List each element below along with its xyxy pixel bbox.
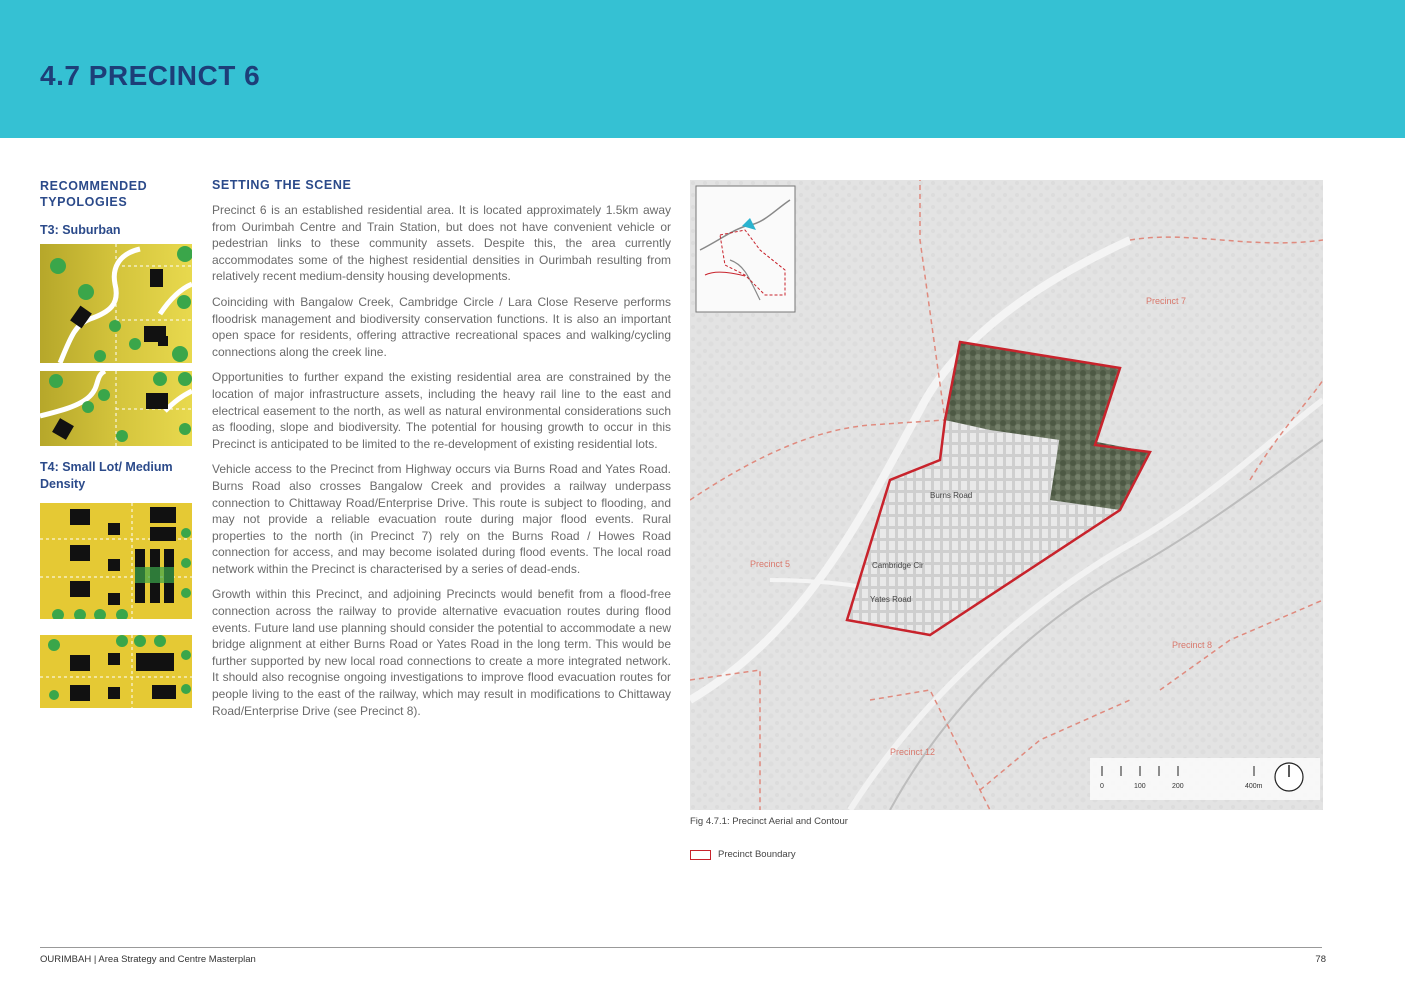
paragraph: Vehicle access to the Precinct from Highway occurs via Burns Road and Yates Road. Burns Road also crosses Bangalow Creek and provides a railway underpass connection to Chittaway Road/Enterprise Drive. This route is subject to flooding, and may not provide a reliable evacuation route during major flood events. Rural properties to the north (in Precinct 7) rely on the Burns Road / Howes Road connection for access, and may become isolated during flood events. The local road network within the Precinct is characterised by a series of dead-ends. <box>212 462 671 576</box>
precinct-label: Precinct 5 <box>750 559 791 569</box>
medium-density-typology-illustration <box>40 503 192 619</box>
typologies-heading: RECOMMENDED TYPOLOGIES <box>40 179 148 209</box>
scale-label: 400m <box>1245 783 1263 790</box>
figure-caption: Fig 4.7.1: Precinct Aerial and Contour <box>690 816 848 827</box>
road-label: Burns Road <box>930 491 973 500</box>
page-title: 4.7 PRECINCT 6 <box>40 60 261 91</box>
scale-label: 0 <box>1100 783 1104 790</box>
footer-divider <box>40 947 1322 948</box>
footer-text: OURIMBAH | Area Strategy and Centre Masterplan <box>40 954 256 965</box>
body-text <box>212 202 671 728</box>
suburban-typology-illustration <box>40 244 192 363</box>
precinct-label: Precinct 7 <box>1146 296 1187 306</box>
map-legend <box>690 849 796 860</box>
legend-label: Precinct Boundary <box>718 849 796 860</box>
scale-label: 200 <box>1172 783 1184 790</box>
precinct-label: Precinct 12 <box>890 747 936 757</box>
paragraph: Growth within this Precinct, and adjoining Precincts would benefit from a flood-free connection across the railway to provide alternative evacuation routes during flood events. Future land use planning should consider the potential to accommodate a new bridge alignment at either Burns Road or Yates Road in the long term. This would be further supported by new local road connections to create a more integrated network. It should also recognise ongoing investigations to improve flood evacuation routes for people living to the east of the railway, which may result in modifications to Chittaway Road/Enterprise Drive (see Precinct 8). <box>212 587 671 718</box>
paragraph: Coinciding with Bangalow Creek, Cambridge Circle / Lara Close Reserve performs floodrisk management and biodiversity conservation functions. It is also an important open space for residents, offering attractive recreational spaces and walking/cycling connections along the creek line. <box>212 294 671 359</box>
precinct-aerial-map <box>690 180 1323 810</box>
page-number: 78 <box>1315 954 1326 965</box>
paragraph: Precinct 6 is an established residential area. It is located approximately 1.5km away from Ourimbah Centre and Train Station, but does not have convenient vehicle or pedestrian links to these community assets. Despite this, the area currently accommodates some of the highest residential densities in Ourimbah resulting from relatively recent medium-density housing developments. <box>212 203 671 284</box>
scale-bar <box>1090 758 1320 800</box>
road-label: Cambridge Cir <box>872 561 924 570</box>
precinct-label: Precinct 8 <box>1172 640 1213 650</box>
suburban-typology-illustration <box>40 371 192 446</box>
north-arrow-icon <box>1275 763 1303 791</box>
medium-density-typology-illustration <box>40 635 192 708</box>
road-label: Yates Road <box>870 595 912 604</box>
locator-inset-map <box>696 186 795 312</box>
section-heading: SETTING THE SCENE <box>212 178 352 192</box>
boundary-swatch <box>690 850 711 860</box>
typology-t3-label: T3: Suburban <box>40 223 121 237</box>
scale-label: 100 <box>1134 783 1146 790</box>
paragraph: Opportunities to further expand the existing residential area are constrained by the location of major infrastructure assets, including the heavy rail line to the east and electrical easement to the north, as well as natural environmental considerations such as flooding, slope and biodiversity. The potential for housing growth to occur in this Precinct is anticipated to be limited to the re-development of existing residential lots. <box>212 370 671 451</box>
typology-t4-label: T4: Small Lot/ Medium Density <box>40 460 173 491</box>
